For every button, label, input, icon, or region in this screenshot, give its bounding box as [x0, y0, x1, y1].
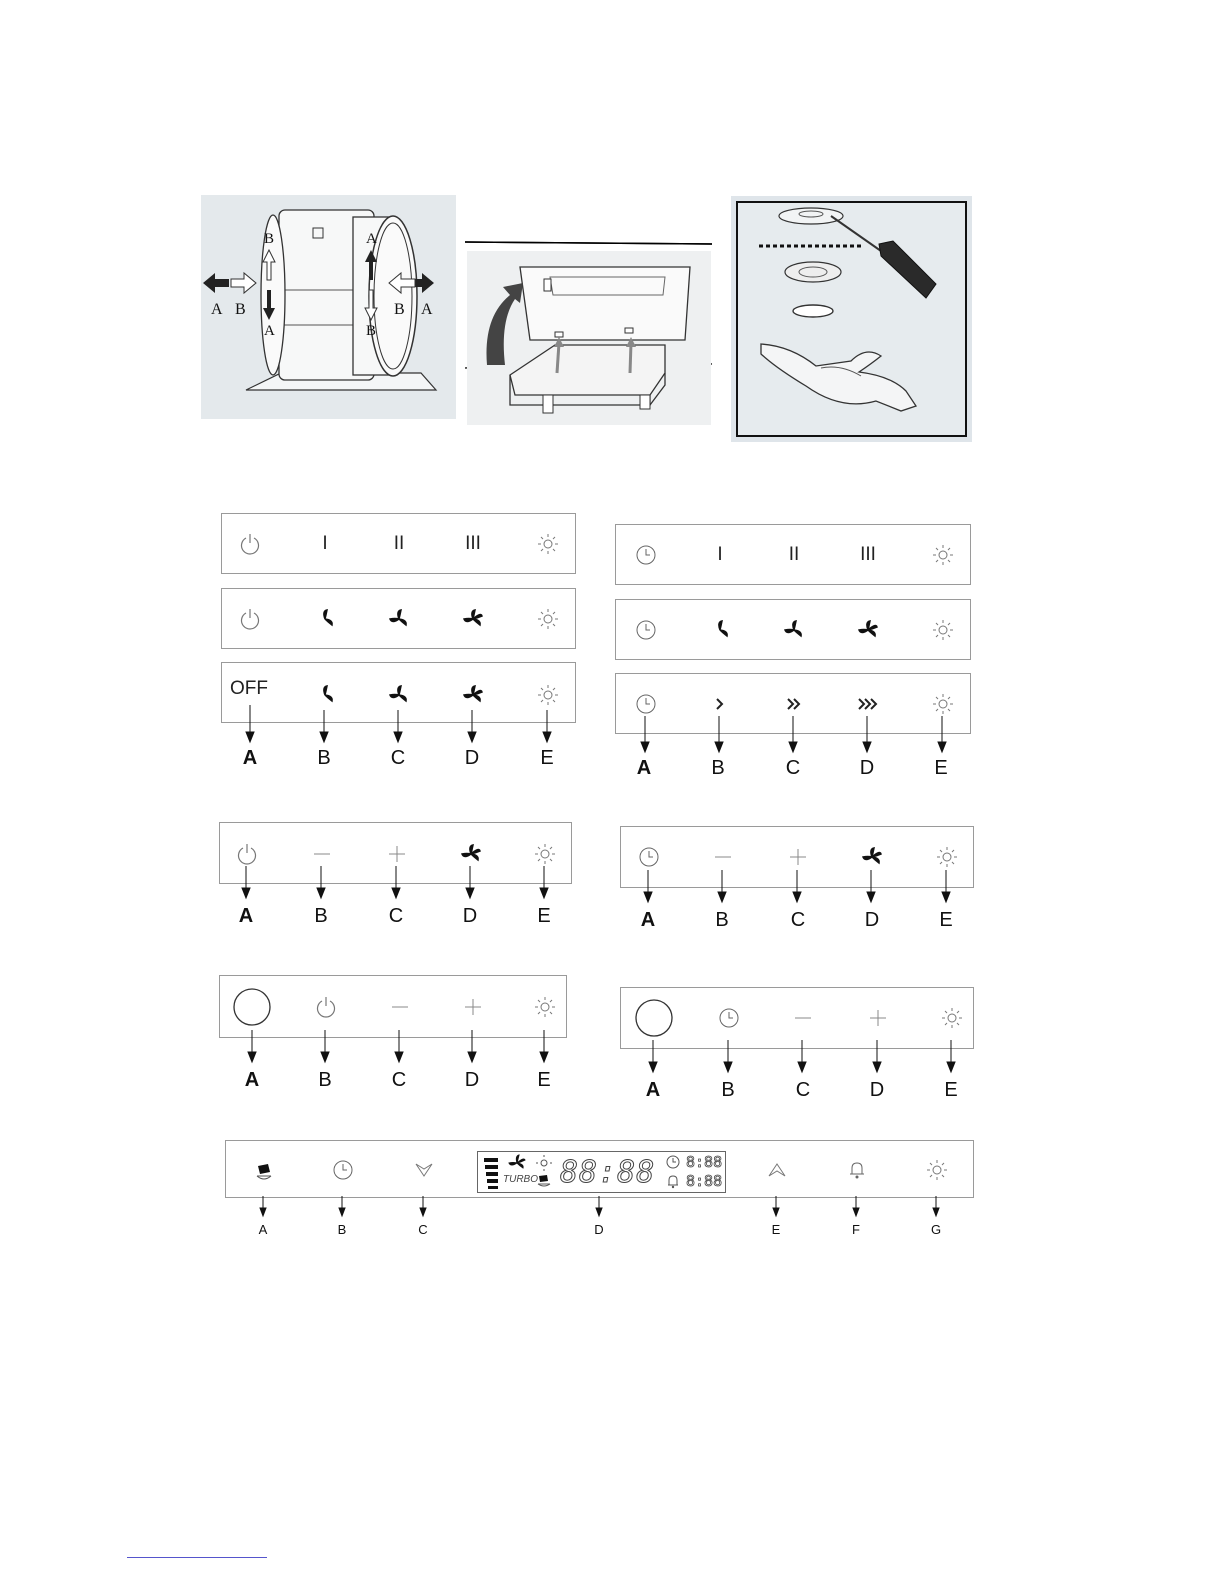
p11-label-d: D [594, 1222, 604, 1237]
control-panel-4 [615, 524, 971, 585]
panel9-arrows [219, 1026, 579, 1066]
fan-speed-3-icon[interactable] [857, 619, 879, 641]
p11-label-e: E [771, 1222, 781, 1237]
lamp-replace-figure [731, 196, 972, 442]
p8-label-b: B [715, 909, 729, 931]
p3-label-e: E [540, 747, 554, 769]
light-icon[interactable] [932, 619, 954, 641]
minus-icon[interactable] [713, 847, 733, 867]
circle-button-icon[interactable] [232, 987, 272, 1027]
p7-label-c: C [388, 905, 404, 927]
plus-icon[interactable] [387, 844, 407, 864]
fan-speed-2-icon[interactable] [388, 608, 410, 630]
p6-label-c: C [785, 757, 801, 779]
light-icon[interactable] [936, 846, 958, 868]
up-arrow-icon[interactable] [766, 1159, 788, 1181]
fan-speed-2-icon[interactable] [783, 619, 805, 641]
control-panel-2 [221, 588, 576, 649]
p9-label-b: B [318, 1069, 332, 1091]
panel3-arrows [221, 700, 581, 745]
plus-icon[interactable] [463, 997, 483, 1017]
clock-icon[interactable] [718, 1007, 740, 1029]
speed-1-button[interactable]: I [717, 544, 723, 565]
drum-label-a-top: A [366, 231, 377, 247]
control-panel-11 [225, 1140, 974, 1198]
right-label-b: B [394, 301, 405, 318]
p7-label-d: D [462, 905, 478, 927]
display-fan-icon [508, 1154, 526, 1172]
p9-label-a: A [244, 1069, 260, 1091]
p3-label-d: D [464, 747, 480, 769]
display-small-time-1: 8:88 [686, 1153, 723, 1171]
panel7-arrows [219, 862, 579, 902]
p7-label-a: A [238, 905, 254, 927]
minus-icon[interactable] [793, 1008, 813, 1028]
p11-label-a: A [258, 1222, 268, 1237]
light-icon[interactable] [537, 533, 559, 555]
p8-label-e: E [939, 909, 953, 931]
left-label-a: A [211, 301, 223, 318]
clock-icon[interactable] [635, 544, 657, 566]
light-icon[interactable] [537, 608, 559, 630]
panel8-arrows [620, 866, 980, 906]
p10-label-a: A [645, 1079, 661, 1101]
filter-icon[interactable] [253, 1161, 275, 1183]
light-icon[interactable] [941, 1007, 963, 1029]
fan-level-bars [484, 1156, 500, 1190]
p3-label-a: A [242, 747, 258, 769]
speed-2-button[interactable]: II [788, 544, 800, 565]
turbo-label: TURBO [503, 1174, 538, 1185]
bell-icon[interactable] [846, 1159, 868, 1181]
clock-icon[interactable] [638, 846, 660, 868]
control-panel-5 [615, 599, 971, 660]
speed-3-button[interactable]: III [465, 533, 481, 554]
fan-icon[interactable] [861, 846, 883, 868]
hood-drawing [465, 235, 713, 425]
p10-label-d: D [869, 1079, 885, 1101]
p11-label-c: C [418, 1222, 428, 1237]
display [477, 1151, 726, 1193]
panel11-arrows [225, 1194, 975, 1222]
p6-label-b: B [711, 757, 725, 779]
p9-label-c: C [391, 1069, 407, 1091]
p9-label-d: D [464, 1069, 480, 1091]
p8-label-a: A [640, 909, 656, 931]
p8-label-d: D [864, 909, 880, 931]
panel10-arrows [620, 1036, 980, 1076]
p6-label-e: E [934, 757, 948, 779]
speed-3-button[interactable]: III [860, 544, 876, 565]
fan-speed-1-icon[interactable] [709, 619, 731, 641]
speed-1-button[interactable]: I [322, 533, 328, 554]
drum-label-b-top: B [264, 231, 275, 247]
circle-button-icon[interactable] [634, 998, 674, 1038]
lamp-drawing [731, 196, 972, 442]
down-arrow-icon[interactable] [413, 1159, 435, 1181]
light-icon[interactable] [926, 1159, 948, 1181]
hood-open-figure [465, 235, 713, 425]
drum-label-b-bottom: B [366, 323, 377, 339]
panel6-arrows [615, 710, 975, 755]
power-icon[interactable] [239, 608, 261, 630]
display-light-icon [535, 1154, 553, 1172]
p6-label-d: D [859, 757, 875, 779]
power-icon[interactable] [315, 996, 337, 1018]
light-icon[interactable] [932, 544, 954, 566]
display-filter-icon [536, 1173, 552, 1189]
fan-speed-1-icon[interactable] [314, 608, 336, 630]
light-icon[interactable] [534, 996, 556, 1018]
control-panel-1 [221, 513, 576, 574]
plus-icon[interactable] [868, 1008, 888, 1028]
display-time: 88:88 [560, 1155, 656, 1190]
p7-label-b: B [314, 905, 328, 927]
power-icon[interactable] [239, 533, 261, 555]
p6-label-a: A [636, 757, 652, 779]
p3-label-c: C [390, 747, 406, 769]
p3-label-b: B [317, 747, 331, 769]
footnote-separator [127, 1557, 267, 1558]
p9-label-e: E [537, 1069, 551, 1091]
clock-icon[interactable] [332, 1159, 354, 1181]
fan-speed-3-icon[interactable] [462, 608, 484, 630]
clock-icon[interactable] [635, 619, 657, 641]
minus-icon[interactable] [390, 997, 410, 1017]
p10-label-b: B [721, 1079, 735, 1101]
p11-label-g: G [930, 1222, 942, 1237]
light-glyph [537, 533, 559, 555]
speed-2-button[interactable]: II [393, 533, 405, 554]
p11-label-b: B [337, 1222, 347, 1237]
off-button[interactable]: OFF [230, 678, 268, 699]
right-label-a: A [421, 301, 433, 318]
p11-label-f: F [852, 1222, 860, 1237]
drum-label-a-bottom: A [264, 323, 275, 339]
minus-icon[interactable] [312, 844, 332, 864]
p8-label-c: C [790, 909, 806, 931]
display-bell-icon [665, 1173, 681, 1189]
left-label-b: B [235, 301, 246, 318]
p10-label-c: C [795, 1079, 811, 1101]
p10-label-e: E [944, 1079, 958, 1101]
p7-label-e: E [537, 905, 551, 927]
plus-icon[interactable] [788, 847, 808, 867]
motor-direction-figure [201, 195, 456, 419]
display-small-time-2: 8:88 [686, 1172, 723, 1190]
display-clock-icon [665, 1154, 681, 1170]
